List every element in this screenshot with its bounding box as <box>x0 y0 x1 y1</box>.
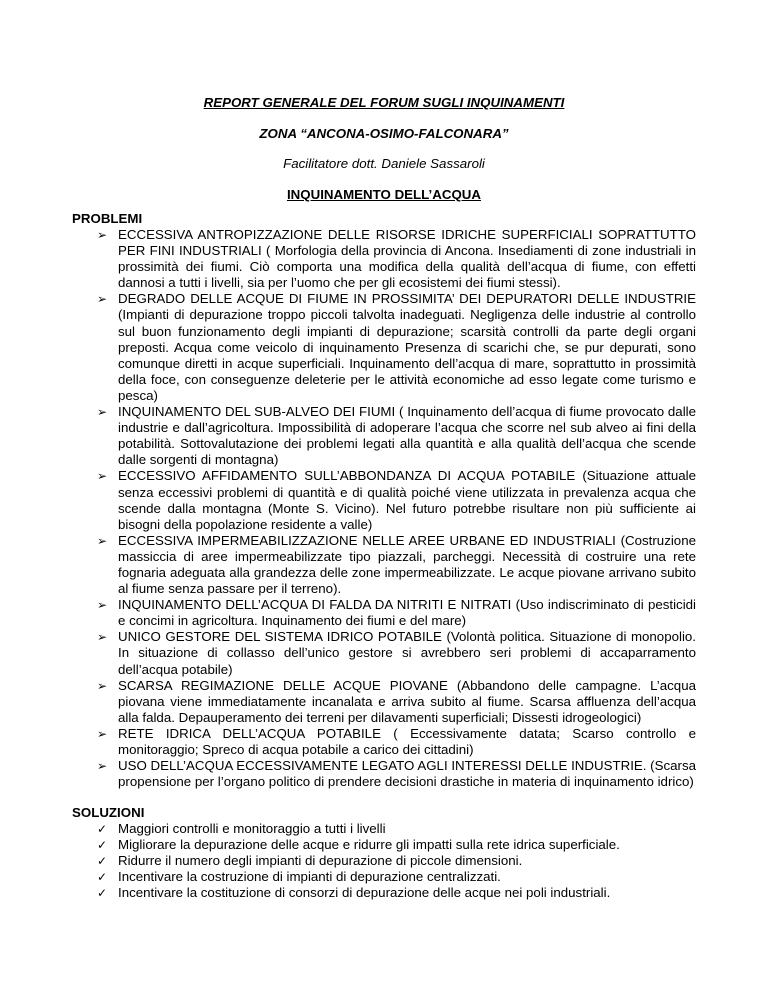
arrow-bullet-icon: ➢ <box>97 228 108 242</box>
problem-item <box>0 726 768 758</box>
problem-item <box>0 678 768 726</box>
arrow-bullet-icon: ➢ <box>97 726 108 741</box>
problem-item-text: ECCESSIVA ANTROPIZZAZIONE DELLE RISORSE IDRICHE SUPERFICIALI SOPRATTUTTO PER FINI INDUSTRIALI ( Morfologia della provincia di Ancona. Insediamenti di zone industriali in prossimità dei fiumi. Ciò comporta una modifica della qualità dell’acqua di fiume, con effetti dannosi a tutti i livelli, sia per l’uomo che per gli ecosistemi dei fiumi stessi). <box>118 227 696 291</box>
problem-item <box>0 291 768 404</box>
topic-heading: INQUINAMENTO DELL’ACQUA <box>286 187 482 202</box>
arrow-bullet-icon: ➢ <box>97 759 108 774</box>
problems-list <box>0 227 768 790</box>
problem-item <box>0 597 768 629</box>
solution-item <box>0 853 768 869</box>
report-title: REPORT GENERALE DEL FORUM SUGLI INQUINAMENTI <box>203 95 565 110</box>
solutions-list <box>0 821 768 901</box>
solution-item-text: Migliorare la depurazione delle acque e ridurre gli impatti sulla rete idrica superficiale. <box>118 837 620 852</box>
problem-item <box>0 533 768 597</box>
problem-item-text: USO DELL’ACQUA ECCESSIVAMENTE LEGATO AGLI INTERESSI DELLE INDUSTRIE. (Scarsa propensione per l’organo politico di prendere decisioni drastiche in materia di inquinamento idrico) <box>118 758 696 790</box>
solutions-heading: SOLUZIONI <box>72 805 145 820</box>
checkmark-icon: ✓ <box>97 886 108 900</box>
problem-item <box>0 758 768 790</box>
facilitator-line: Facilitatore dott. Daniele Sassaroli <box>283 156 485 171</box>
problem-item-text: DEGRADO DELLE ACQUE DI FIUME IN PROSSIMITA’ DEI DEPURATORI DELLE INDUSTRIE (Impianti di depurazione troppo piccoli talvolta inadeguati. Negligenza delle industrie al controllo sul buon funzionamento degli impianti di depurazione; scarsità controlli da parte degli organi preposti. Acqua come veicolo di inquinamento Presenza di scarichi che, se pur depurati, sono comunque diretti in acque superficiali. Inquinamento dell’acqua di mare, soprattutto in prossimità della foce, con conseguenze deleterie per le attività economiche ad esso legate come turismo e pesca) <box>118 291 696 403</box>
problem-item-text: ECCESSIVO AFFIDAMENTO SULL’ABBONDANZA DI ACQUA POTABILE (Situazione attuale senza eccessivi problemi di quantità e di qualità poiché viene utilizzata in prevalenza acqua che scende dalla montagna (Monte S. Vicino). Nel futuro potrebbe risultare non più sufficiente ai bisogni della popolazione residente a valle) <box>118 468 696 532</box>
arrow-bullet-icon: ➢ <box>97 469 108 484</box>
arrow-bullet-icon: ➢ <box>97 630 108 645</box>
solution-item <box>0 821 768 837</box>
checkmark-icon: ✓ <box>97 854 108 868</box>
solution-item-text: Ridurre il numero degli impianti di depurazione di piccole dimensioni. <box>118 853 523 868</box>
solution-item-text: Incentivare la costituzione di consorzi di depurazione delle acque nei poli industriali. <box>118 885 611 900</box>
checkmark-icon: ✓ <box>97 822 108 836</box>
problem-item <box>0 404 768 468</box>
solution-item-text: Incentivare la costruzione di impianti di depurazione centralizzati. <box>118 869 501 884</box>
problem-item <box>0 468 768 532</box>
problem-item-text: SCARSA REGIMAZIONE DELLE ACQUE PIOVANE (Abbandono delle campagne. L’acqua piovana viene immediatamente incanalata e arriva subito al fiume. Scarsa affluenza dell’acqua alla falda. Depauperamento dei terreni per dilavamenti superficiali; Dissesti idrogeologici) <box>118 677 696 725</box>
solution-item <box>0 837 768 853</box>
solution-item <box>0 869 768 885</box>
zone-title: ZONA “ANCONA-OSIMO-FALCONARA” <box>259 126 509 141</box>
checkmark-icon: ✓ <box>97 838 108 852</box>
arrow-bullet-icon: ➢ <box>97 533 108 548</box>
arrow-bullet-icon: ➢ <box>97 405 108 420</box>
checkmark-icon: ✓ <box>97 870 108 884</box>
problem-item-text: ECCESSIVA IMPERMEABILIZZAZIONE NELLE AREE URBANE ED INDUSTRIALI (Costruzione massiccia di aree impermeabilizzate tipo piazzali, parcheggi. Necessità di costruire una rete fognaria adeguata alla grandezza delle zone impermeabilizzate. Le acque piovane arrivano subito al fiume senza passare per il terreno). <box>118 532 696 597</box>
problem-item <box>0 227 768 291</box>
problem-item-text: RETE IDRICA DELL’ACQUA POTABILE ( Eccessivamente datata; Scarso controllo e monitoraggio; Spreco di acqua potabile a carico dei cittadini) <box>118 725 696 757</box>
arrow-bullet-icon: ➢ <box>97 678 108 693</box>
solution-item <box>0 885 768 901</box>
arrow-bullet-icon: ➢ <box>97 292 108 307</box>
arrow-bullet-icon: ➢ <box>97 598 108 613</box>
problem-item <box>0 629 768 677</box>
problem-item-text: INQUINAMENTO DEL SUB-ALVEO DEI FIUMI ( Inquinamento dell’acqua di fiume provocato dalle industrie e dall’agricoltura. Impossibilità di adoperare l’acqua che scorre nel sub alveo ai fini della potabilità. Sottovalutazione dei problemi legati alla quantità e alla qualità dell’acqua che scende dalle sorgenti di montagna) <box>118 404 696 468</box>
problem-item-text: UNICO GESTORE DEL SISTEMA IDRICO POTABILE (Volontà politica. Situazione di monopolio. In situazione di collasso dell’unico gestore si avrebbero seri problemi di accaparramento dell’acqua potabile) <box>118 629 696 677</box>
problems-heading: PROBLEMI <box>72 211 143 226</box>
problem-item-text: INQUINAMENTO DELL’ACQUA DI FALDA DA NITRITI E NITRATI (Uso indiscriminato di pesticidi e concimi in agricoltura. Inquinamento dei fiumi e del mare) <box>118 597 696 629</box>
solution-item-text: Maggiori controlli e monitoraggio a tutti i livelli <box>118 821 386 836</box>
